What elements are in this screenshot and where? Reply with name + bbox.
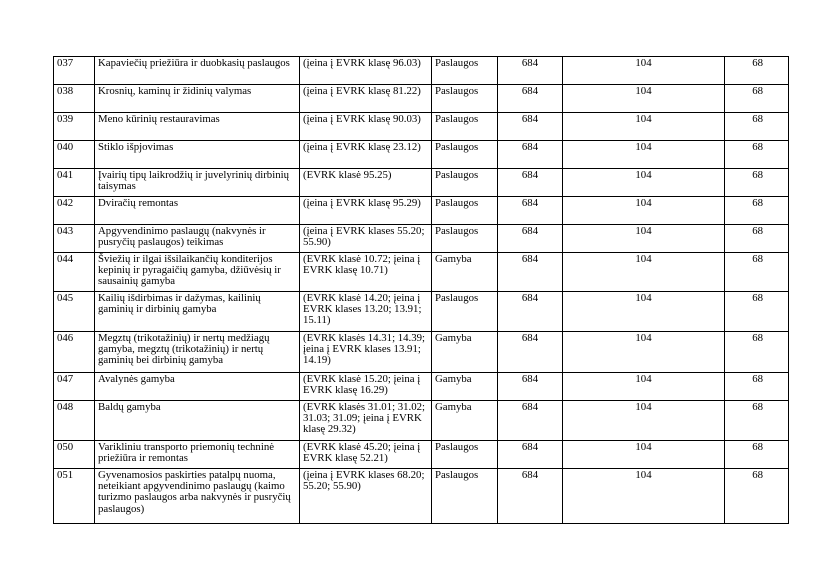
table-row xyxy=(54,141,789,169)
activity-name: Avalynės gamyba xyxy=(95,373,300,401)
value-1: 684 xyxy=(498,441,563,469)
value-3: 68 xyxy=(725,113,789,141)
evrk-class: (EVRK klasė 15.20; įeina į EVRK klasę 16.29) xyxy=(300,373,432,401)
table-row xyxy=(54,197,789,225)
activity-type: Paslaugos xyxy=(432,225,498,253)
value-2: 104 xyxy=(563,225,725,253)
activity-code: 045 xyxy=(54,292,95,332)
value-2: 104 xyxy=(563,197,725,225)
evrk-class: (EVRK klasė 45.20; įeina į EVRK klasę 52.21) xyxy=(300,441,432,469)
activity-code: 050 xyxy=(54,441,95,469)
evrk-class: (įeina į EVRK klasę 95.29) xyxy=(300,197,432,225)
value-2: 104 xyxy=(563,332,725,373)
table-row xyxy=(54,332,789,373)
evrk-class: (EVRK klasė 95.25) xyxy=(300,169,432,197)
value-1: 684 xyxy=(498,253,563,292)
evrk-class: (įeina į EVRK klases 68.20; 55.20; 55.90) xyxy=(300,469,432,524)
evrk-class: (EVRK klasė 10.72; įeina į EVRK klasę 10.71) xyxy=(300,253,432,292)
table-row xyxy=(54,469,789,524)
activity-name: Įvairių tipų laikrodžių ir juvelyrinių dirbinių taisymas xyxy=(95,169,300,197)
activity-name: Baldų gamyba xyxy=(95,401,300,441)
activity-name: Kailių išdirbimas ir dažymas, kailinių gaminių ir dirbinių gamyba xyxy=(95,292,300,332)
table-row xyxy=(54,292,789,332)
value-3: 68 xyxy=(725,141,789,169)
activity-table xyxy=(53,56,789,524)
value-1: 684 xyxy=(498,85,563,113)
activity-code: 043 xyxy=(54,225,95,253)
activity-code: 044 xyxy=(54,253,95,292)
activity-type: Gamyba xyxy=(432,253,498,292)
table-row xyxy=(54,225,789,253)
activity-type: Paslaugos xyxy=(432,292,498,332)
value-3: 68 xyxy=(725,197,789,225)
activity-name: Gyvenamosios paskirties patalpų nuoma, neteikiant apgyvendinimo paslaugų (kaimo turizmo paslaugos arba nakvynės ir pusryčių paslaugos) xyxy=(95,469,300,524)
evrk-class: (įeina į EVRK klases 55.20; 55.90) xyxy=(300,225,432,253)
table-row xyxy=(54,85,789,113)
table-row xyxy=(54,441,789,469)
evrk-class: (EVRK klasės 31.01; 31.02; 31.03; 31.09; įeina į EVRK klasę 29.32) xyxy=(300,401,432,441)
value-3: 68 xyxy=(725,292,789,332)
activity-type: Gamyba xyxy=(432,401,498,441)
activity-code: 046 xyxy=(54,332,95,373)
activity-code: 051 xyxy=(54,469,95,524)
activity-type: Paslaugos xyxy=(432,197,498,225)
activity-name: Krosnių, kaminų ir židinių valymas xyxy=(95,85,300,113)
activity-name: Meno kūrinių restauravimas xyxy=(95,113,300,141)
value-1: 684 xyxy=(498,292,563,332)
activity-type: Paslaugos xyxy=(432,57,498,85)
value-1: 684 xyxy=(498,469,563,524)
activity-code: 041 xyxy=(54,169,95,197)
table-row xyxy=(54,57,789,85)
value-2: 104 xyxy=(563,57,725,85)
value-2: 104 xyxy=(563,373,725,401)
activity-code: 048 xyxy=(54,401,95,441)
value-3: 68 xyxy=(725,85,789,113)
activity-type: Paslaugos xyxy=(432,441,498,469)
value-3: 68 xyxy=(725,57,789,85)
value-2: 104 xyxy=(563,292,725,332)
value-1: 684 xyxy=(498,332,563,373)
activity-name: Stiklo išpjovimas xyxy=(95,141,300,169)
value-1: 684 xyxy=(498,225,563,253)
activity-code: 037 xyxy=(54,57,95,85)
value-2: 104 xyxy=(563,85,725,113)
evrk-class: (įeina į EVRK klasę 81.22) xyxy=(300,85,432,113)
activity-name: Dviračių remontas xyxy=(95,197,300,225)
table-row xyxy=(54,113,789,141)
value-2: 104 xyxy=(563,469,725,524)
value-3: 68 xyxy=(725,253,789,292)
table-row xyxy=(54,169,789,197)
table-row xyxy=(54,253,789,292)
activity-table-body xyxy=(54,57,789,524)
value-3: 68 xyxy=(725,401,789,441)
activity-type: Paslaugos xyxy=(432,141,498,169)
activity-code: 038 xyxy=(54,85,95,113)
activity-type: Gamyba xyxy=(432,373,498,401)
activity-code: 039 xyxy=(54,113,95,141)
activity-name: Kapaviečių priežiūra ir duobkasių paslaugos xyxy=(95,57,300,85)
evrk-class: (įeina į EVRK klasę 90.03) xyxy=(300,113,432,141)
value-1: 684 xyxy=(498,197,563,225)
value-2: 104 xyxy=(563,441,725,469)
value-1: 684 xyxy=(498,57,563,85)
value-2: 104 xyxy=(563,113,725,141)
activity-code: 040 xyxy=(54,141,95,169)
activity-name: Šviežių ir ilgai išsilaikančių konditerijos kepinių ir pyragaičių gamyba, džiūvėsių ir sausainių gamyba xyxy=(95,253,300,292)
activity-type: Gamyba xyxy=(432,332,498,373)
value-2: 104 xyxy=(563,253,725,292)
evrk-class: (EVRK klasė 14.20; įeina į EVRK klases 13.20; 13.91; 15.11) xyxy=(300,292,432,332)
value-2: 104 xyxy=(563,401,725,441)
activity-name: Apgyvendinimo paslaugų (nakvynės ir pusryčių paslaugos) teikimas xyxy=(95,225,300,253)
table-row xyxy=(54,373,789,401)
value-3: 68 xyxy=(725,169,789,197)
activity-type: Paslaugos xyxy=(432,85,498,113)
activity-type: Paslaugos xyxy=(432,469,498,524)
activity-code: 047 xyxy=(54,373,95,401)
evrk-class: (įeina į EVRK klasę 96.03) xyxy=(300,57,432,85)
value-1: 684 xyxy=(498,373,563,401)
value-3: 68 xyxy=(725,225,789,253)
evrk-class: (EVRK klasės 14.31; 14.39; įeina į EVRK klases 13.91; 14.19) xyxy=(300,332,432,373)
value-1: 684 xyxy=(498,401,563,441)
activity-type: Paslaugos xyxy=(432,169,498,197)
value-1: 684 xyxy=(498,169,563,197)
evrk-class: (įeina į EVRK klasę 23.12) xyxy=(300,141,432,169)
value-2: 104 xyxy=(563,141,725,169)
activity-code: 042 xyxy=(54,197,95,225)
value-1: 684 xyxy=(498,141,563,169)
value-3: 68 xyxy=(725,332,789,373)
activity-name: Varikliniu transporto priemonių techninė priežiūra ir remontas xyxy=(95,441,300,469)
value-3: 68 xyxy=(725,373,789,401)
activity-type: Paslaugos xyxy=(432,113,498,141)
value-3: 68 xyxy=(725,441,789,469)
value-2: 104 xyxy=(563,169,725,197)
activity-name: Megztų (trikotažinių) ir nertų medžiagų gamyba, megztų (trikotažinių) ir nertų gaminių bei dirbinių gamyba xyxy=(95,332,300,373)
value-3: 68 xyxy=(725,469,789,524)
value-1: 684 xyxy=(498,113,563,141)
table-row xyxy=(54,401,789,441)
